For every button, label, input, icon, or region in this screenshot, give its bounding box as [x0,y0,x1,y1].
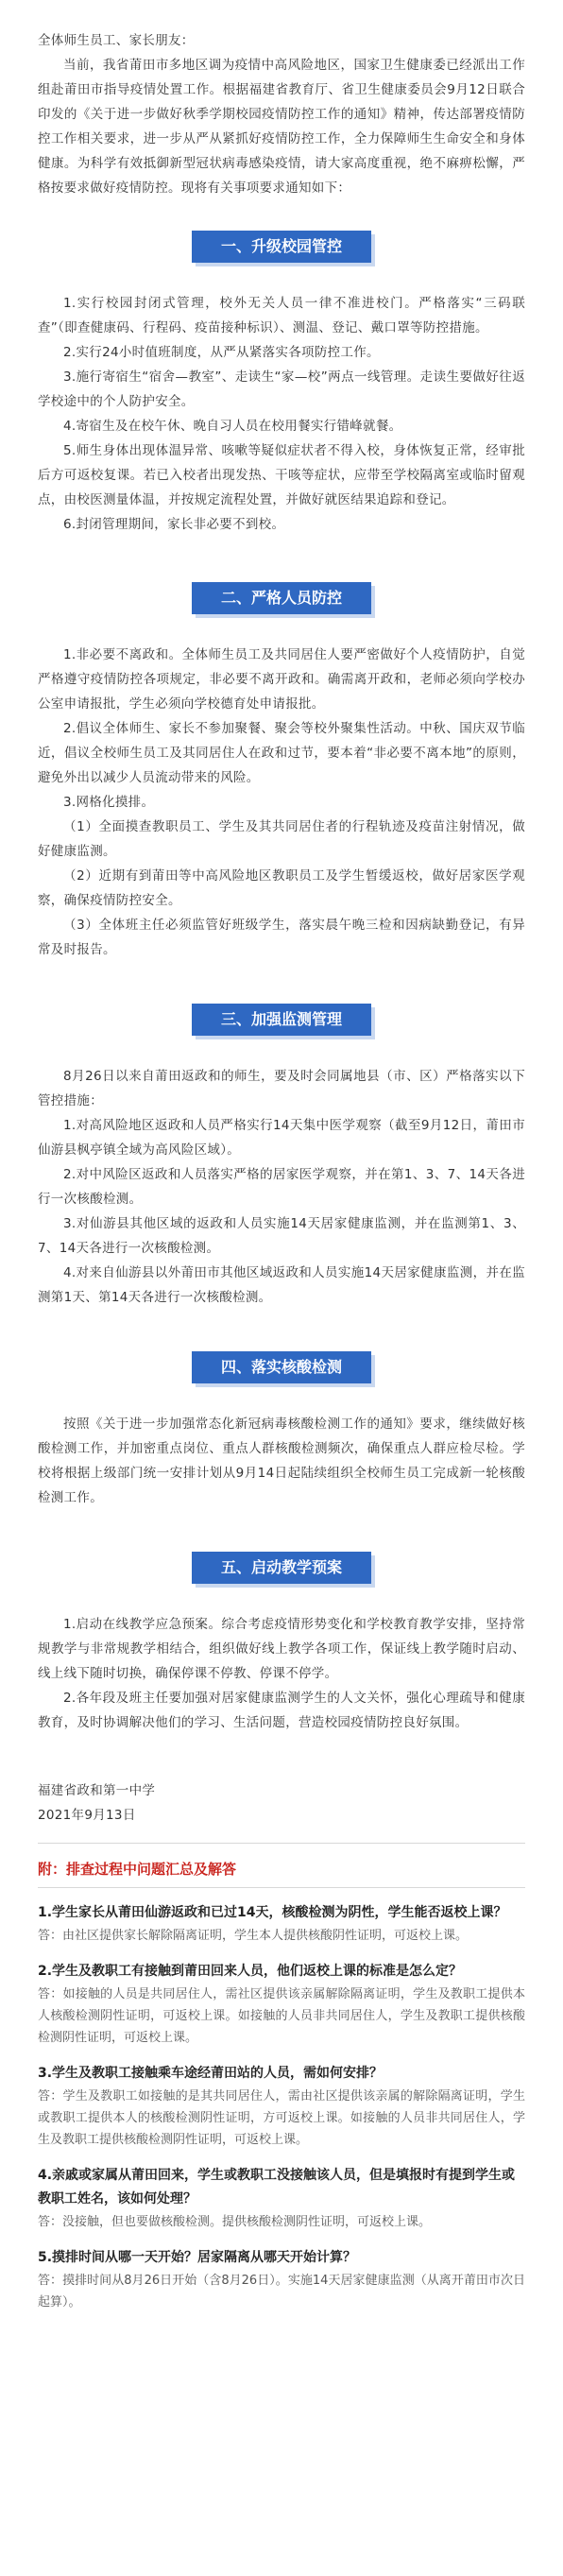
section-heading-2 [38,582,525,614]
faq-item [38,2246,525,2313]
faq-question: 1.学生家长从莆田仙游返政和已过14天，核酸检测为阴性，学生能否返校上课？ [38,1905,507,1920]
section-1-paragraph: 1.实行校园封闭式管理，校外无关人员一律不准进校门。严格落实“三码联查”（即查健康码、行程码、疫苗接种标识）、测温、登记、戴口罩等防控措施。 [38,296,525,335]
signature-school: 福建省政和第一中学 [38,1783,156,1798]
section-2-paragraph: 1.非必要不离政和。全体师生员工及共同居住人要严密做好个人疫情防护，自觉严格遵守疫情防控各项规定，非必要不离开政和。确需离开政和，老师必须向学校办公室申请报批，学生必须向学校德育处申请报批。 [38,647,525,712]
section-1-paragraph: 2.实行24小时值班制度，从严从紧落实各项防控工作。 [63,345,380,360]
section-2-paragraph: 2.倡议全体师生、家长不参加聚餐、聚会等校外聚集性活动。中秋、国庆双节临近，倡议全校师生员工及其同居住人在政和过节，要本着“非必要不离本地”的原则，避免外出以减少人员流动带来的风险。 [38,721,525,785]
section-4-paragraph: 按照《关于进一步加强常态化新冠病毒核酸检测工作的通知》要求，继续做好核酸检测工作，并加密重点岗位、重点人群核酸检测频次，确保重点人群应检尽检。学校将根据上级部门统一安排计划从9月14日起陆续组织全校师生员工完成新一轮核酸检测工作。 [38,1417,525,1505]
faq-question: 5.摸排时间从哪一天开始？居家隔离从哪天开始计算？ [38,2250,357,2265]
faq-answer: 答：如接触的人员是共同居住人，需社区提供该亲属解除隔离证明，学生及教职工提供本人核酸检测阴性证明，可返校上课。如接触的人员非共同居住人，学生及教职工提供核酸检测阴性证明，可返校上课。 [38,1987,525,2045]
section-heading-1 [38,231,525,263]
faq-item [38,1901,525,1947]
section-title-1: 一、升级校园管控 [192,231,371,263]
faq-answer: 答：没接触，但也要做核酸检测。提供核酸检测阴性证明，可返校上课。 [38,2215,432,2229]
section-2-paragraph: （3）全体班主任必须监管好班级学生，落实晨午晚三检和因病缺勤登记，有异常及时报告。 [38,918,525,957]
section-2-paragraph: （1）全面摸查教职员工、学生及其共同居住者的行程轨迹及疫苗注射情况，做好健康监测。 [38,819,525,859]
section-title-5: 五、启动教学预案 [192,1552,371,1584]
appendix-title: 附：排查过程中问题汇总及解答 [38,1861,237,1878]
section-5-paragraph: 2.各年段及班主任要加强对居家健康监测学生的人文关怀，强化心理疏导和健康教育，及时协调解决他们的学习、生活问题，营造校园疫情防控良好氛围。 [38,1691,525,1730]
faq-question: 3.学生及教职工接触乘车途经莆田站的人员，需如何安排？ [38,2066,384,2081]
faq-answer: 答：学生及教职工如接触的是其共同居住人，需由社区提供该亲属的解除隔离证明，学生或教职工提供本人的核酸检测阴性证明，方可返校上课。如接触的人员非共同居住人，学生及教职工提供核酸检测阴性证明，可返校上课。 [38,2089,525,2147]
section-title-4: 四、落实核酸检测 [192,1351,371,1383]
faq-question: 4.亲戚或家属从莆田回来，学生或教职工没接触该人员，但是填报时有提到学生或教职工姓名，该如何处理？ [38,2168,516,2207]
faq-answer: 答：由社区提供家长解除隔离证明，学生本人提供核酸阴性证明，可返校上课。 [38,1929,469,1943]
section-3-paragraph: 3.对仙游县其他区域的返政和人员实施14天居家健康监测，并在监测第1、3、7、14天各进行一次核酸检测。 [38,1216,525,1256]
section-3-paragraph: 8月26日以来自莆田返政和的师生，要及时会同属地县（市、区）严格落实以下管控措施： [38,1069,525,1108]
intro-paragraph: 当前，我省莆田市多地区调为疫情中高风险地区，国家卫生健康委已经派出工作组赴莆田市指导疫情处置工作。根据福建省教育厅、省卫生健康委员会9月12日联合印发的《关于进一步做好秋季学期校园疫情防控工作的通知》精神，传达部署疫情防控工作相关要求，进一步从严从紧抓好疫情防控工作，全力保障师生生命安全和身体健康。为科学有效抵御新型冠状病毒感染疫情，请大家高度重视，绝不麻痹松懈，严格按要求做好疫情防控。现将有关事项要求通知如下： [38,58,525,196]
section-2-paragraph: （2）近期有到莆田等中高风险地区教职员工及学生暂缓返校，做好居家医学观察，确保疫情防控安全。 [38,868,525,908]
section-3-paragraph: 1.对高风险地区返政和人员严格实行14天集中医学观察（截至9月12日，莆田市仙游县枫亭镇全域为高风险区域）。 [38,1118,525,1158]
section-1-paragraph: 5.师生身体出现体温异常、咳嗽等疑似症状者不得入校，身体恢复正常，经审批后方可返校复课。若已入校者出现发热、干咳等症状，应带至学校隔离室或临时留观点，由校医测量体温，并按规定流程处置，并做好就医结果追踪和登记。 [38,443,525,507]
section-1-paragraph: 3.施行寄宿生“宿舍—教室”、走读生“家—校”两点一线管理。走读生要做好往返学校途中的个人防护安全。 [38,369,525,409]
section-heading-4 [38,1351,525,1383]
greeting: 全体师生员工、家长朋友： [38,33,195,48]
section-2-paragraph: 3.网格化摸排。 [63,795,155,810]
faq-question: 2.学生及教职工有接触到莆田回来人员，他们返校上课的标准是怎么定？ [38,1964,463,1979]
section-heading-5 [38,1552,525,1584]
faq-item [38,2062,525,2151]
section-1-paragraph: 4.寄宿生及在校午休、晚自习人员在校用餐实行错峰就餐。 [63,419,402,434]
faq-item [38,1960,525,2049]
section-title-3: 三、加强监测管理 [192,1004,371,1036]
section-5-paragraph: 1.启动在线教学应急预案。综合考虑疫情形势变化和学校教育教学安排，坚持常规教学与非常规教学相结合，组织做好线上教学各项工作，保证线上教学随时启动、线上线下随时切换，确保停课不停教、停课不停学。 [38,1617,525,1681]
faq-answer: 答：摸排时间从8月26日开始（含8月26日）。实施14天居家健康监测（从离开莆田市次日起算）。 [38,2274,525,2310]
section-heading-3 [38,1004,525,1036]
signature-date: 2021年9月13日 [38,1808,136,1823]
section-title-2: 二、严格人员防控 [192,582,371,614]
section-3-paragraph: 4.对来自仙游县以外莆田市其他区域返政和人员实施14天居家健康监测，并在监测第1天、第14天各进行一次核酸检测。 [38,1265,525,1305]
faq-item [38,2164,525,2233]
section-1-paragraph: 6.封闭管理期间，家长非必要不到校。 [63,517,285,532]
section-3-paragraph: 2.对中风险区返政和人员落实严格的居家医学观察，并在第1、3、7、14天各进行一次核酸检测。 [38,1167,525,1207]
